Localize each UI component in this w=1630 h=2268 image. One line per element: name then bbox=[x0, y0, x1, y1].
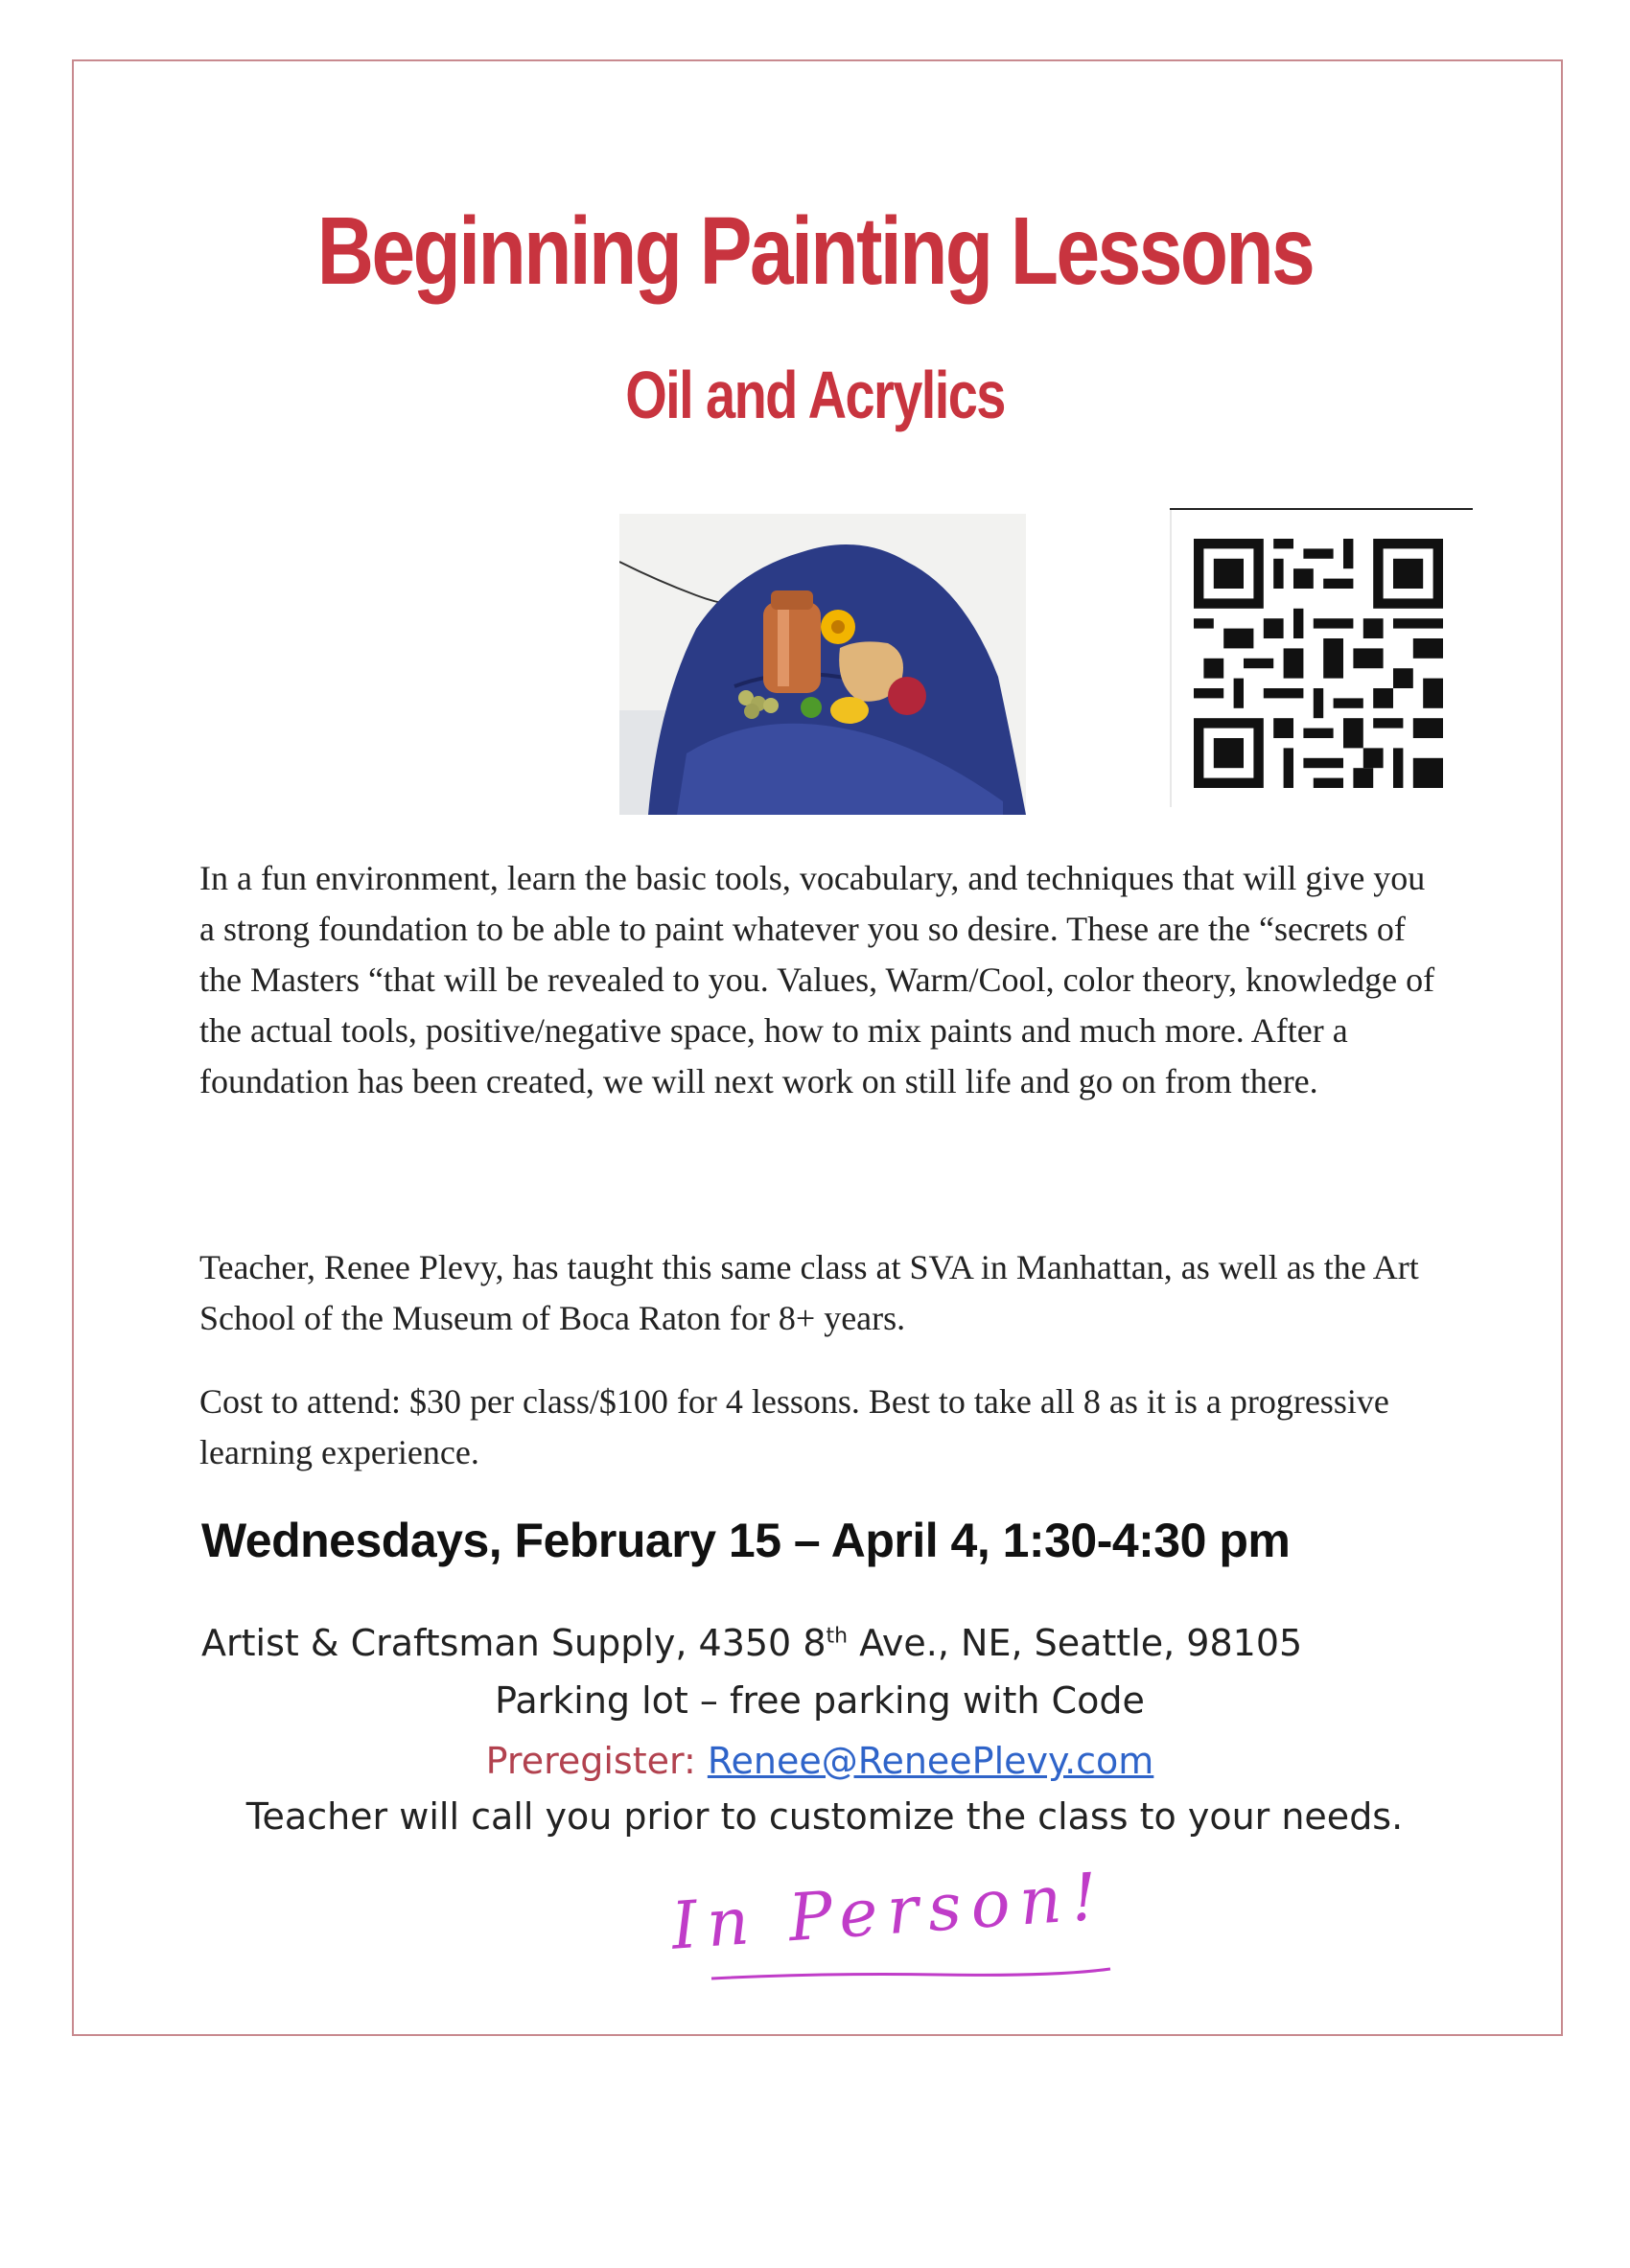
handwritten-underline bbox=[710, 1965, 1112, 1984]
preregister-line bbox=[0, 1740, 1630, 1782]
preregister-label: Preregister: bbox=[485, 1740, 708, 1782]
address-suffix: Ave., NE, Seattle, 98105 bbox=[848, 1622, 1303, 1664]
call-note-line: Teacher will call you prior to customize the class to your needs. bbox=[245, 1795, 1404, 1838]
schedule-line: Wednesdays, February 15 – April 4, 1:30-4:30 pm bbox=[201, 1514, 1291, 1567]
flyer-title: Beginning Painting Lessons bbox=[316, 197, 1314, 305]
address-line bbox=[201, 1622, 1302, 1664]
still-life-photo bbox=[619, 514, 1026, 815]
flyer-subtitle: Oil and Acrylics bbox=[625, 358, 1005, 432]
address-prefix: Artist & Craftsman Supply, 4350 8 bbox=[201, 1622, 827, 1664]
parking-line: Parking lot – free parking with Code bbox=[495, 1679, 1145, 1722]
intro-paragraph: In a fun environment, learn the basic tools, vocabulary, and techniques that will give you a strong foundation to be able to paint whatever you so desire. These are the “secrets of the Masters “that will be revealed to you. Values, Warm/Cool, color theory, knowledge of the actual tools, positive/negative space, how to mix paints and much more. After a foundation has been created, we will next work on still life and go on from there. bbox=[199, 859, 1435, 1100]
qr-code[interactable] bbox=[1170, 508, 1473, 807]
teacher-bio-paragraph: Teacher, Renee Plevy, has taught this same class at SVA in Manhattan, as well as the Art School of the Museum of Boca Raton for 8+ years. bbox=[199, 1248, 1419, 1337]
cost-paragraph: Cost to attend: $30 per class/$100 for 4 lessons. Best to take all 8 as it is a progressive learning experience. bbox=[199, 1382, 1389, 1471]
qr-code-icon bbox=[1194, 539, 1443, 788]
handwritten-note: In Person! bbox=[668, 1859, 1109, 1965]
address-ordinal: th bbox=[826, 1624, 849, 1649]
email-link[interactable]: Renee@ReneePlevy.com bbox=[707, 1740, 1154, 1782]
